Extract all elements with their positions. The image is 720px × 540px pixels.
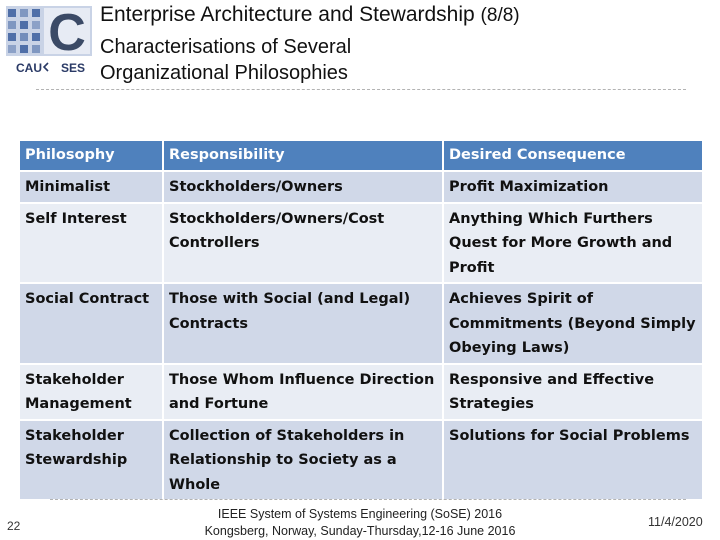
table-cell: Solutions for Social Problems (443, 420, 703, 501)
subtitle-line-1: Characterisations of Several (100, 36, 352, 58)
table-cell: Responsive and Effective Strategies (443, 364, 703, 420)
table-cell: Collection of Stakeholders in Relationship to Society as a Whole (163, 420, 443, 501)
table-cell: Stakeholder Management (19, 364, 163, 420)
column-header: Philosophy (19, 140, 163, 171)
table-row (19, 364, 703, 420)
logo-graphic (6, 6, 92, 76)
title-main: Enterprise Architecture and Stewardship (100, 3, 481, 26)
logo-left-text: CAU (16, 61, 42, 75)
table-row (19, 420, 703, 501)
table-cell: Stockholders/Owners/Cost Controllers (163, 203, 443, 284)
slide-title (100, 3, 520, 28)
table-row (19, 171, 703, 203)
table-row (19, 283, 703, 364)
table-cell: Self Interest (19, 203, 163, 284)
conference-line-1: IEEE System of Systems Engineering (SoSE) 2016 (217, 507, 503, 521)
logo-right-text: SES (61, 61, 86, 75)
slide-number: 22 (7, 519, 21, 533)
table-cell: Anything Which Furthers Quest for More Growth and Profit (443, 203, 703, 284)
table-header-row (19, 140, 703, 171)
philosophies-table (18, 139, 704, 501)
footer-divider (50, 499, 686, 500)
subtitle-line-2: Organizational Philosophies (100, 62, 348, 84)
table-cell: Stakeholder Stewardship (19, 420, 163, 501)
title-count: (8/8) (480, 5, 520, 26)
table-cell: Those Whom Influence Direction and Fortune (163, 364, 443, 420)
slide-subtitle (100, 34, 351, 86)
column-header: Responsibility (163, 140, 443, 171)
institution-logo (6, 6, 92, 76)
table-cell: Achieves Spirit of Commitments (Beyond Simply Obeying Laws) (443, 283, 703, 364)
table-cell: Those with Social (and Legal) Contracts (163, 283, 443, 364)
table-row (19, 203, 703, 284)
table-cell: Stockholders/Owners (163, 171, 443, 203)
header-divider (36, 89, 686, 90)
table-cell: Profit Maximization (443, 171, 703, 203)
table-cell: Social Contract (19, 283, 163, 364)
conference-line-2: Kongsberg, Norway, Sunday-Thursday,12-16 June 2016 (204, 524, 516, 538)
conference-info (170, 506, 550, 540)
column-header: Desired Consequence (443, 140, 703, 171)
logo-letter: C (48, 6, 86, 62)
table-cell: Minimalist (19, 171, 163, 203)
slide-date: 11/4/2020 (648, 515, 703, 529)
